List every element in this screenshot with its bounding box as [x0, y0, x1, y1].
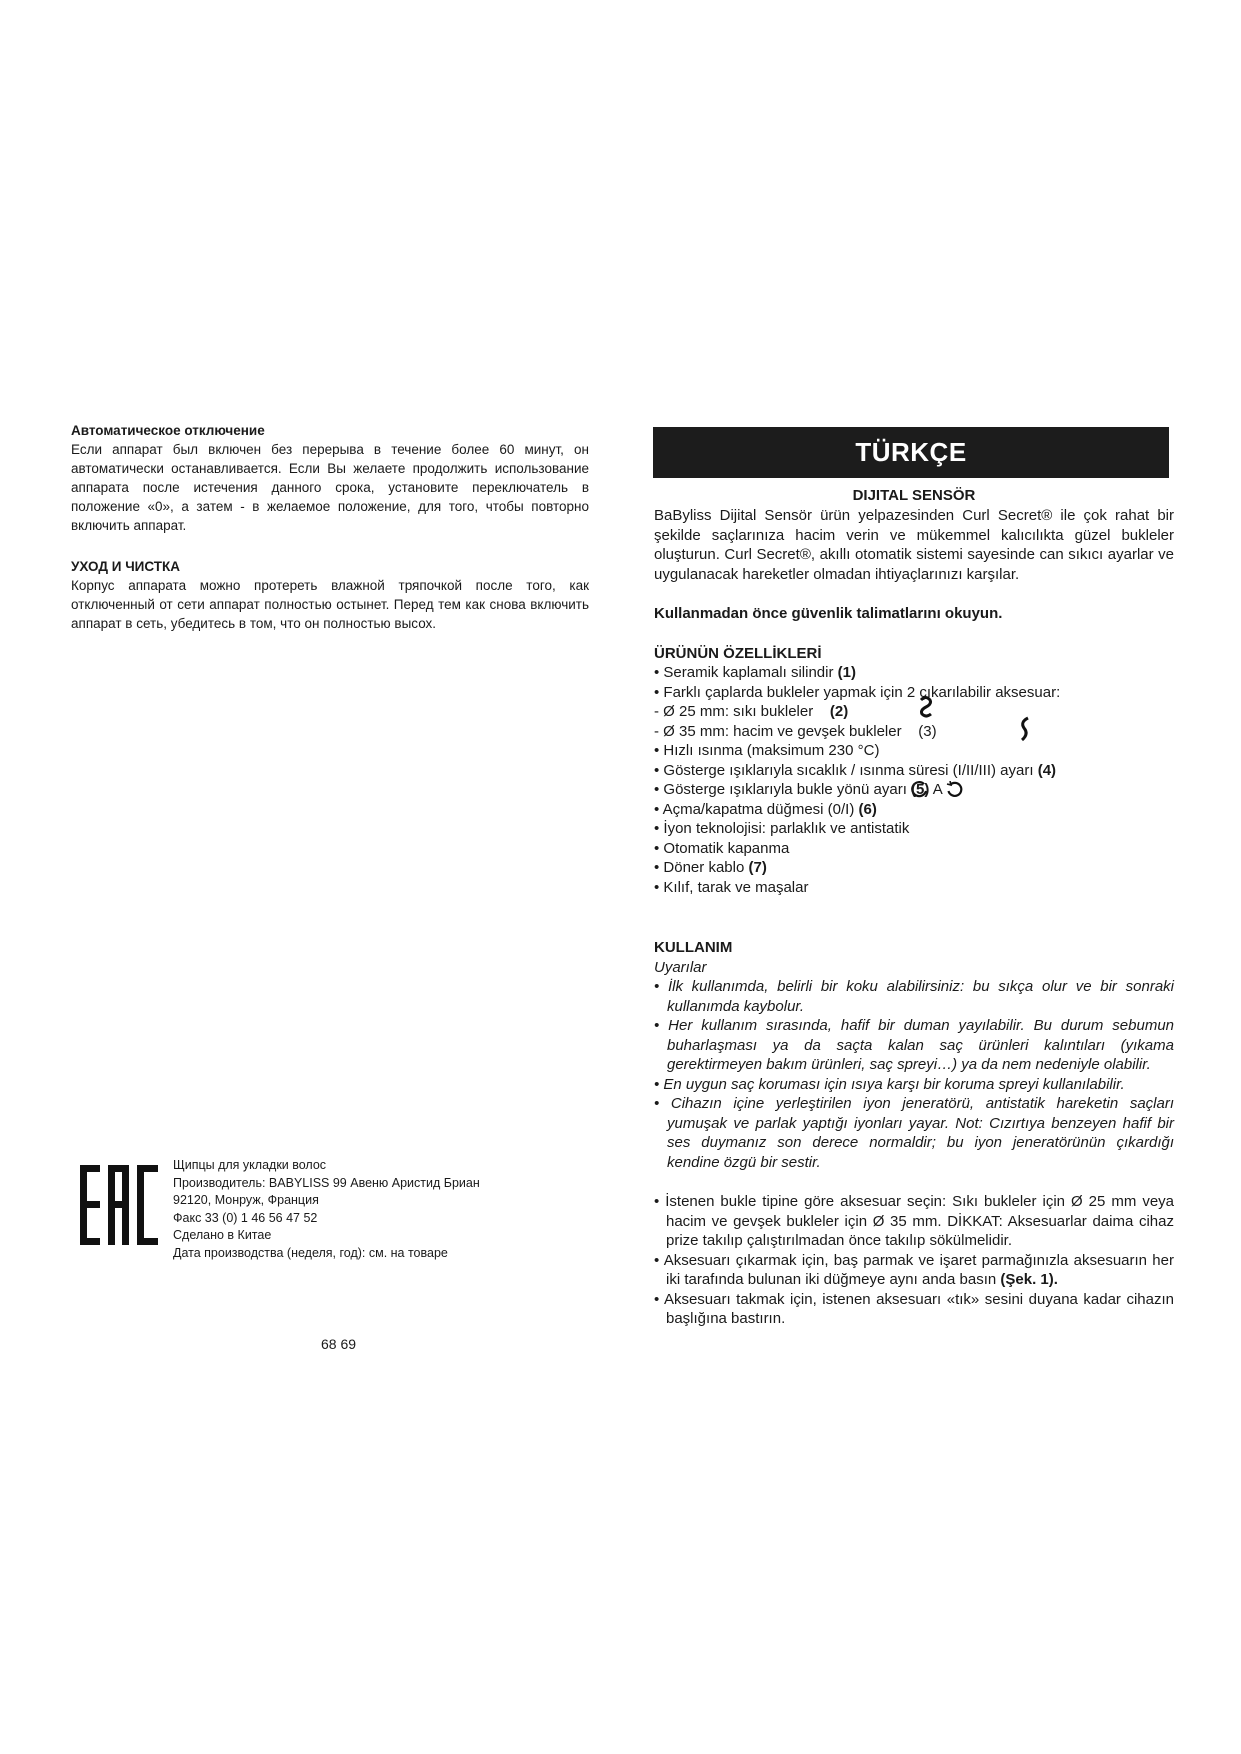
right-column: [654, 427, 1174, 1329]
manufacturer-info: [173, 1157, 480, 1262]
intro-paragraph: BaByliss Dijital Sensör ürün yelpazesinden Curl Secret® ile çok rahat bir şekilde saçlarınıza hacim verin ve mükemmel kalıcılıkta güzel bukleler oluşturun. Curl Secret®, akıllı otomatik sistemi sayesinde can sıkıcı ayarlar ve uygulanacak hareketler olmadan ihtiyaçlarınızı karşılar.: [654, 507, 1174, 583]
feature-item: • Açma/kapatma düğmesi (0/I) (6): [654, 800, 877, 818]
safety-note: Kullanmadan önce güvenlik talimatlarını okuyun.: [654, 605, 1003, 622]
maker-line: Факс 33 (0) 1 46 56 47 52: [173, 1210, 318, 1225]
usage-step: • Aksesuarı takmak için, istenen aksesuarı «tık» sesini duyana kadar cihazın başlığına bastırın.: [654, 1290, 1174, 1327]
tight-curl-icon: [918, 696, 934, 718]
feature-item: • Gösterge ışıklarıyla bukle yönü ayarı (5) A: [654, 780, 1174, 800]
maker-line: 92120, Монруж, Франция: [173, 1193, 319, 1207]
feature-item: - Ø 35 mm: hacim ve gevşek bukleler (3): [654, 722, 1174, 742]
feature-item: • Farklı çaplarda bukleler yapmak için 2 çıkarılabilir aksesuar:: [654, 683, 1061, 701]
care-title: УХОД И ЧИСТКА: [71, 559, 181, 574]
usage-step: • Aksesuarı çıkarmak için, baş parmak ve işaret parmağınızla aksesuarın her iki tarafında bulunan iki düğmeye aynı anda basın (Şek. 1).: [654, 1251, 1174, 1288]
language-banner: TÜRKÇE: [653, 427, 1169, 478]
section-subtitle: DIJITAL SENSÖR: [852, 487, 976, 504]
feature-item: • Döner kablo (7): [654, 859, 767, 876]
maker-line: Щипцы для укладки волос: [173, 1158, 327, 1172]
feature-item: • İyon teknolojisi: parlaklık ve antistatik: [654, 820, 910, 837]
feature-item: • Otomatik kapanma: [654, 839, 790, 857]
feature-item: • Hızlı ısınma (maksimum 230 °C): [654, 742, 880, 759]
maker-line: Производитель: BABYLISS 99 Авеню Аристид Бриан: [173, 1175, 480, 1190]
care-text: Корпус аппарата можно протереть влажной тряпочкой после того, как отключенный от сети аппарат полностью остынет. Перед тем как снова включить аппарат в сеть, убедитесь в том, что он полностью высох.: [71, 578, 589, 631]
usage-step: • İstenen bukle tipine göre aksesuar seçin: Sıkı bukleler için Ø 25 mm veya hacim ve gevşek bukleler için Ø 35 mm. DİKKAT: Aksesuarlar daima cihaz prize takılıp çalıştırılmadan önce takılıp sökülmelidir.: [654, 1193, 1174, 1249]
auto-off-title: Автоматическое отключение: [71, 423, 265, 438]
auto-direction-label: A: [932, 781, 942, 798]
usage-title: KULLANIM: [654, 939, 733, 956]
feature-item: - Ø 25 mm: sıkı bukleler (2): [654, 702, 1174, 722]
warning-item: • Cihazın içine yerleştirilen iyon jeneratörü, antistatik hareketin saçları yumuşak ve parlak yaptığı iyonları yayar. Not: Cızırtıya benzeyen hafif bir ses duymanız son derece normaldir; bu iyon jeneratörünün çıkardığı kendine özgü bir sestir.: [654, 1095, 1174, 1171]
left-column: [71, 421, 589, 633]
warning-item: • Her kullanım sırasında, hafif bir duman yayılabilir. Bu durum sebumun buharlaşması ya da saçta kalan saç ürünleri kalıntıları (yıkama gerektirmeyen bakım ürünleri, saç spreyi…) ya da nem nedeniyle olabilir.: [654, 1017, 1174, 1073]
warning-item: • En uygun saç koruması için ısıya karşı bir koruma spreyi kullanılabilir.: [654, 1075, 1125, 1093]
eac-logo-icon: [80, 1165, 158, 1245]
maker-line: Сделано в Китае: [173, 1228, 272, 1242]
auto-off-text: Если аппарат был включен без перерыва в течение более 60 минут, он автоматически останавливается. Если Вы желаете продолжить использование аппарата после истечения данного срока, установите переключатель в положение «0», а затем - в желаемое положение, для того, чтобы повторно включить аппарат.: [71, 442, 589, 533]
feature-item: • Gösterge ışıklarıyla sıcaklık / ısınma süresi (I/II/III) ayarı (4): [654, 761, 1057, 779]
warnings-label: Uyarılar: [654, 958, 707, 976]
loose-curl-icon: [1018, 716, 1032, 742]
maker-line: Дата производства (неделя, год): см. на товаре: [173, 1245, 448, 1260]
page-numbers: 68 69: [321, 1336, 357, 1352]
feature-item: • Seramik kaplamalı silindir (1): [654, 664, 856, 681]
features-title: ÜRÜNÜN ÖZELLİKLERİ: [654, 644, 822, 662]
feature-item: • Kılıf, tarak ve maşalar: [654, 878, 809, 896]
clockwise-icon: [946, 781, 964, 799]
warning-item: • İlk kullanımda, belirli bir koku alabilirsiniz: bu sıkça olur ve bir sonraki kullanımda kaybolur.: [654, 978, 1174, 1015]
